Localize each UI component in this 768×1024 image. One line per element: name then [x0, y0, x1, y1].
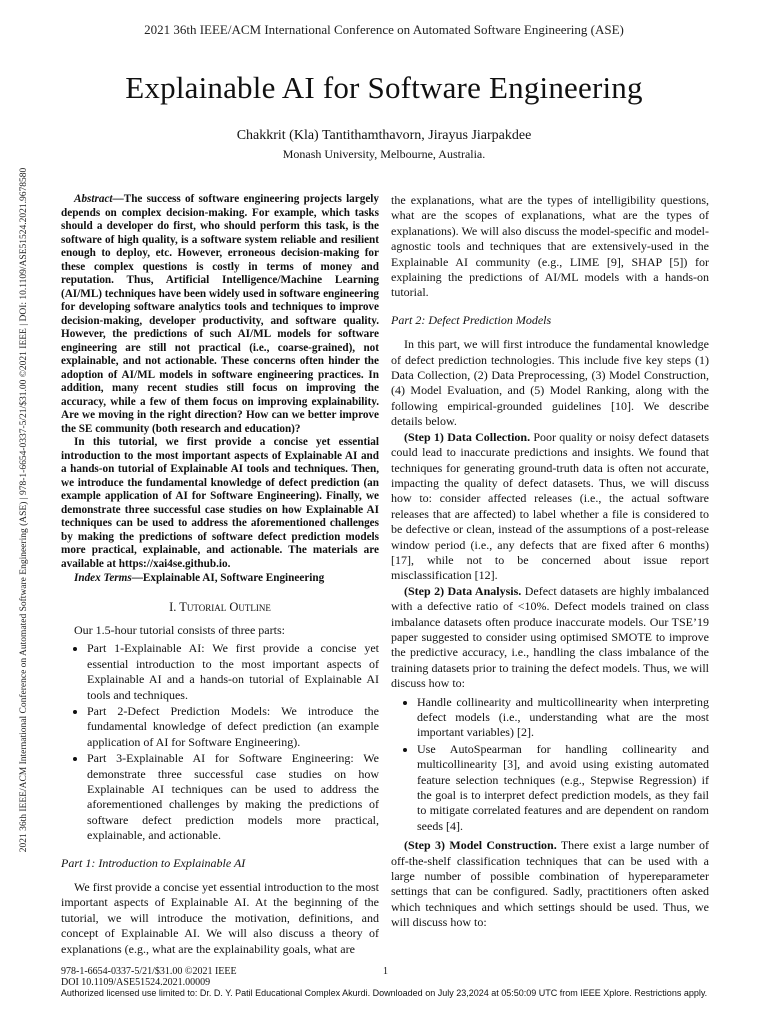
list-item: • Part 1-Explainable AI: We first provide a concise yet essential introduction to the most important aspects of Explainable AI and a hands-on tutorial of Explainable AI tools and techniques.: [87, 641, 379, 703]
abstract-paragraph-2: In this tutorial, we first provide a concise yet essential introduction to the most important aspects of Explainable AI and a hands-on tutorial of Explainable AI tools and techniques. Then, we introduce the fundamental knowledge of defect prediction (an example application of AI for Software Engineering). Finally, we demonstrate three successful case studies on how Explainable AI techniques can be used to address the aforementioned challenges by making the predictions of software defect prediction models more practical, explainable, and actionable. The materials are available at https://xai4se.github.io.: [61, 436, 379, 570]
continued-paragraph: the explanations, what are the types of intelligibility questions, what are the scopes of explanations, what are the types of explanations). We will also discuss the model-specific and model-agnostic tools and techniques that are extensively-used in the Explainable AI community (e.g., LIME [9], SHAP [5]) for explaining the predictions of AI/ML models with a hands-on tutorial.: [391, 193, 709, 300]
abstract-label: Abstract: [74, 193, 113, 205]
index-terms-text: —Explainable AI, Software Engineering: [131, 572, 325, 584]
section-heading-outline: I. Tutorial Outline: [169, 599, 271, 614]
step1-text: Poor quality or noisy defect datasets could lead to inaccurate predictions and insights. We found that techniques for generating ground-truth data is often not accurate, impacting the quality of defect datasets. Thus, we will discuss how to: consider affected releases (i.e., the actual software releases that are affected) to label whether a file is considered to be defective or clean, instead of the assumptions of a post-release window period (i.e., any defects that are fixed after 6 months) [17], while not to be concerned about issue report misclassification [12].: [391, 429, 709, 583]
subsection-part1: Part 1: Introduction to Explainable AI: [61, 855, 246, 870]
subsection-part2: Part 2: Defect Prediction Models: [391, 312, 552, 327]
part1-body: We first provide a concise yet essential introduction to the most important aspects of Explainable AI. At the beginning of the tutorial, we will introduce the motivation, definitions, and concept of Explainable AI. We will also discuss a theory of explanations (e.g., what are the explainability goals, what are: [61, 880, 379, 956]
step2-text: Defect datasets are highly imbalanced with a defective ratio of <10%. Defect models trained on class imbalance datasets often produce inaccurate models. Our TSE’19 paper suggested to consider using optimised SMOTE to improve the predictive accuracy, i.e., handling the class imbalance of the training datasets prior to training the defect models. Thus, we will discuss how to:: [391, 583, 709, 691]
footer-doi: DOI 10.1109/ASE51524.2021.00009: [61, 977, 211, 988]
conference-header: 2021 36th IEEE/ACM International Conference on Automated Software Engineering (ASE): [144, 22, 624, 37]
list-item: • Use AutoSpearman for handling collinearity and multicollinearity [3], and avoid using existing automated feature selection techniques (e.g., Stepwise Regression) if the goal is to interpret defect prediction models, as they fail to mitigate correlated features and are dependent on random seeds [4].: [417, 742, 709, 834]
paper-title: Explainable AI for Software Engineering: [125, 70, 643, 105]
footer-identifiers: [61, 966, 237, 988]
list-item: • Handle collinearity and multicollinearity when interpreting defect models (i.e., understanding what are the most important variables) [2].: [417, 695, 709, 741]
page-number: 1: [383, 966, 388, 977]
step1-label: (Step 1) Data Collection.: [404, 429, 531, 444]
affiliation: Monash University, Melbourne, Australia.: [282, 147, 486, 161]
right-column: [391, 193, 709, 931]
outline-list: [61, 641, 379, 843]
abstract: [61, 193, 379, 436]
sidebar-citation: 2021 36th IEEE/ACM International Conference on Automated Software Engineering (ASE) | 978-1-6654-0337-5/21/$31.00 ©2021 IEEE | DOI: 10.1109/ASE51524.2021.9678580: [19, 167, 29, 853]
step2-list: [391, 695, 709, 835]
footer-isbn: 978-1-6654-0337-5/21/$31.00 ©2021 IEEE: [61, 966, 237, 977]
step3-paragraph: [391, 838, 709, 930]
part2-body: In this part, we will first introduce the fundamental knowledge of defect prediction technologies. This include five key steps (1) Data Collection, (2) Data Preprocessing, (3) Model Construction, (4) Model Evaluation, and (5) Model Ranking, along with the following empirical-grounded guidelines [10]. We describe details below.: [391, 337, 709, 429]
list-item: • Part 2-Defect Prediction Models: We introduce the fundamental knowledge of defect prediction (an example application of AI for Software Engineering).: [87, 704, 379, 750]
license-notice: Authorized licensed use limited to: Dr. D. Y. Patil Educational Complex Akurdi. Downloaded on July 23,2024 at 05:50:09 UTC from IEEE Xplore. Restrictions apply.: [60, 988, 708, 998]
index-terms: [61, 572, 379, 586]
index-terms-label: Index Terms: [74, 572, 132, 584]
left-column: [61, 193, 379, 957]
step2-label: (Step 2) Data Analysis.: [404, 583, 522, 598]
list-item: • Part 3-Explainable AI for Software Engineering: We demonstrate three successful case studies on how Explainable AI techniques can be used to address the aforementioned challenges by making the predictions of software defect prediction models more practical, explainable, and actionable.: [87, 751, 379, 843]
author-list: Chakkrit (Kla) Tantithamthavorn, Jirayus Jiarpakdee: [236, 128, 532, 143]
step1-paragraph: [391, 430, 709, 584]
abstract-text: —The success of software engineering projects largely depends on complex decision-making. For example, which tasks should a developer do first, who should perform this task, is the software of high quality, is a software system reliable and resilient enough to deploy, etc. However, erroneous decision-making for these complex questions is costly in terms of money and reputation. Thus, Artificial Intelligence/Machine Learning (AI/ML) techniques have been widely used in software engineering for developing software analytics tools and techniques to improve decision-making, developer productivity, and software quality. However, the predictions of such AI/ML models for software engineering are still not practical (i.e., coarse-grained), not explainable, and not actionable. These concerns often hinder the adoption of AI/ML models in software engineering practices. In addition, many recent studies still focus on improving the accuracy, while a few of them focus on improving explainability. Are we moving in the right direction? How can we better improve the SE community (both research and education)?: [61, 193, 380, 435]
step3-text: There exist a large number of off-the-shelf classification techniques that can be used with a large number of possible combination of hypereparameter settings that can be configured. Sadly, practitioners often asked which techniques and which settings should be used. Thus, we will discuss how to:: [391, 838, 709, 930]
step2-paragraph: [391, 584, 709, 692]
step3-label: (Step 3) Model Construction.: [404, 838, 557, 853]
outline-intro: Our 1.5-hour tutorial consists of three parts:: [74, 622, 285, 637]
